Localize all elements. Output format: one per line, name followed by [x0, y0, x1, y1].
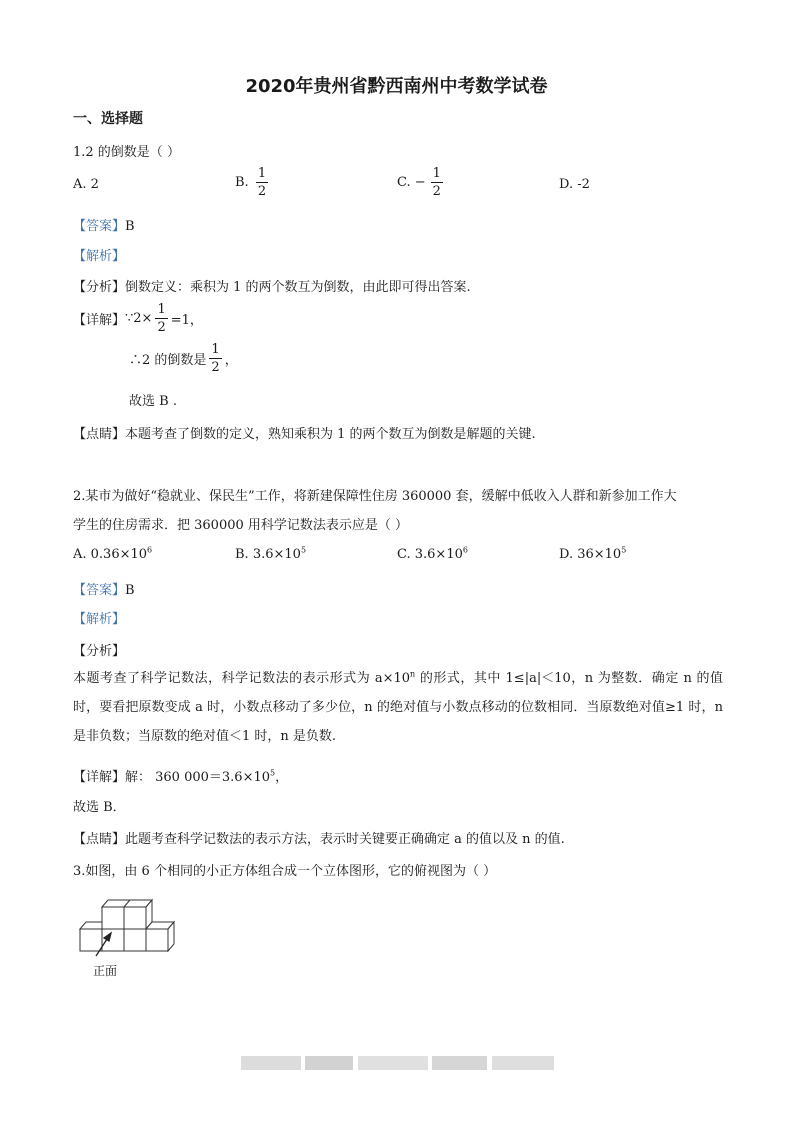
q1-option-b-label: B. [235, 175, 249, 190]
q3-stem: 3.如图，由 6 个相同的小正方体组合成一个立体图形，它的俯视图为（ ） [73, 864, 497, 879]
q1-detail-line1 [73, 303, 203, 334]
cube-face [124, 929, 146, 951]
q2-stem-line2: 学生的住房需求．把 360000 用科学记数法表示应是（ ） [73, 518, 409, 533]
watermark-block [305, 1056, 353, 1070]
option-text: B. 3.6×10 [235, 547, 301, 562]
q2-fenxi: 【分析】 [73, 644, 126, 659]
cube-face [102, 907, 124, 929]
watermark-block [358, 1056, 428, 1070]
cube-face [124, 907, 146, 929]
q2-choose: 故选 B． [73, 800, 126, 815]
q1-stem: 1.2 的倒数是（ ） [73, 145, 180, 160]
detail-fraction [209, 343, 221, 374]
fraction-numerator: 1 [432, 166, 441, 181]
q2-analysis-tag: 【解析】 [73, 612, 126, 627]
q1-fenxi: 【分析】倒数定义：乘积为 1 的两个数互为倒数，由此即可得出答案. [73, 280, 471, 295]
cube-top [80, 922, 102, 929]
cube-figure [76, 894, 186, 958]
option-text: C. 3.6×10 [397, 547, 463, 562]
fraction-numerator: 1 [157, 302, 166, 317]
detail-text: ， [224, 353, 238, 368]
detail-text: 【详解】解： 360 000＝3.6×10 [73, 770, 270, 785]
watermark-block [432, 1056, 487, 1070]
q2-detail [73, 766, 288, 785]
exponent: n [410, 669, 416, 679]
q1-dianjing: 【点睛】本题考查了倒数的定义，熟知乘积为 1 的两个数互为倒数是解题的关键. [73, 427, 536, 442]
exponent: 5 [300, 545, 307, 555]
fraction-denominator: 2 [432, 184, 441, 199]
minus-sign: − [414, 175, 426, 190]
option-text: D. 36×10 [559, 547, 622, 562]
answer-value: B [125, 583, 135, 598]
body-text: 的形式，其中 1≤|a|＜10，n 为整数．确定 n 的值时，要看把原数变成 a 时，小数点移动了多少位，n 的绝对值与小数点移动的位数相同．当原数绝对值≥1 时，n 是非负数；当原数的绝对值＜1 时，n 是负数. [73, 671, 723, 744]
q1-answer [73, 215, 135, 234]
q2-answer [73, 579, 135, 598]
detail-text: =1， [170, 313, 203, 328]
q1-option-b [235, 167, 271, 198]
q1-detail-line2 [129, 343, 238, 374]
cube-face [146, 929, 168, 951]
q2-dianjing: 【点睛】此题考查科学记数法的表示方法，表示时关键要正确确定 a 的值以及 n 的值. [73, 832, 565, 847]
watermark-block [492, 1056, 554, 1070]
detail-text: ∵2× [125, 311, 153, 326]
exponent: 5 [270, 768, 276, 778]
q2-stem-line1: 2.某市为做好“稳就业、保民生”工作，将新建保障性住房 360000 套，缓解中低收入人群和新参加工作大 [73, 489, 677, 504]
watermark-block [241, 1056, 301, 1070]
q1-option-c-label: C. [397, 175, 411, 190]
q1-option-b-fraction [256, 167, 268, 198]
q1-option-c [397, 167, 446, 198]
body-text: 本题考查了科学记数法，科学记数法的表示形式为 a×10 [73, 671, 411, 686]
exponent: 6 [462, 545, 468, 555]
cube-face [102, 929, 124, 951]
section-heading: 一、选择题 [73, 111, 143, 127]
q1-option-c-fraction [431, 167, 443, 198]
exponent: 5 [621, 545, 627, 555]
cube-face [80, 929, 102, 951]
detail-fraction [155, 303, 167, 334]
answer-value: B [125, 219, 135, 234]
exponent: 6 [147, 545, 153, 555]
detail-tag: 【详解】 [73, 313, 126, 328]
fraction-denominator: 2 [211, 360, 220, 375]
q1-detail-line3: 故选 B . [129, 394, 177, 409]
q1-analysis-tag: 【解析】 [73, 249, 126, 264]
q2-option-a [73, 547, 152, 562]
fraction-numerator: 1 [211, 342, 220, 357]
answer-tag: 【答案】 [73, 583, 126, 598]
q2-option-b [235, 547, 306, 562]
q1-option-a: A. 2 [73, 177, 99, 192]
page-title: 2020年贵州省黔西南州中考数学试卷 [245, 76, 548, 97]
fraction-denominator: 2 [257, 184, 267, 199]
answer-tag: 【答案】 [73, 219, 126, 234]
detail-text: ∴2 的倒数是 [129, 353, 207, 368]
front-label: 正面 [93, 964, 118, 978]
q2-body-paragraph [73, 664, 723, 751]
fraction-denominator: 2 [157, 320, 166, 335]
detail-text: ， [275, 770, 289, 785]
q2-option-d [559, 547, 626, 562]
q2-option-c [397, 547, 468, 562]
q1-option-d: D. -2 [559, 177, 590, 192]
fraction-numerator: 1 [257, 166, 267, 181]
option-text: A. 0.36×10 [73, 547, 148, 562]
